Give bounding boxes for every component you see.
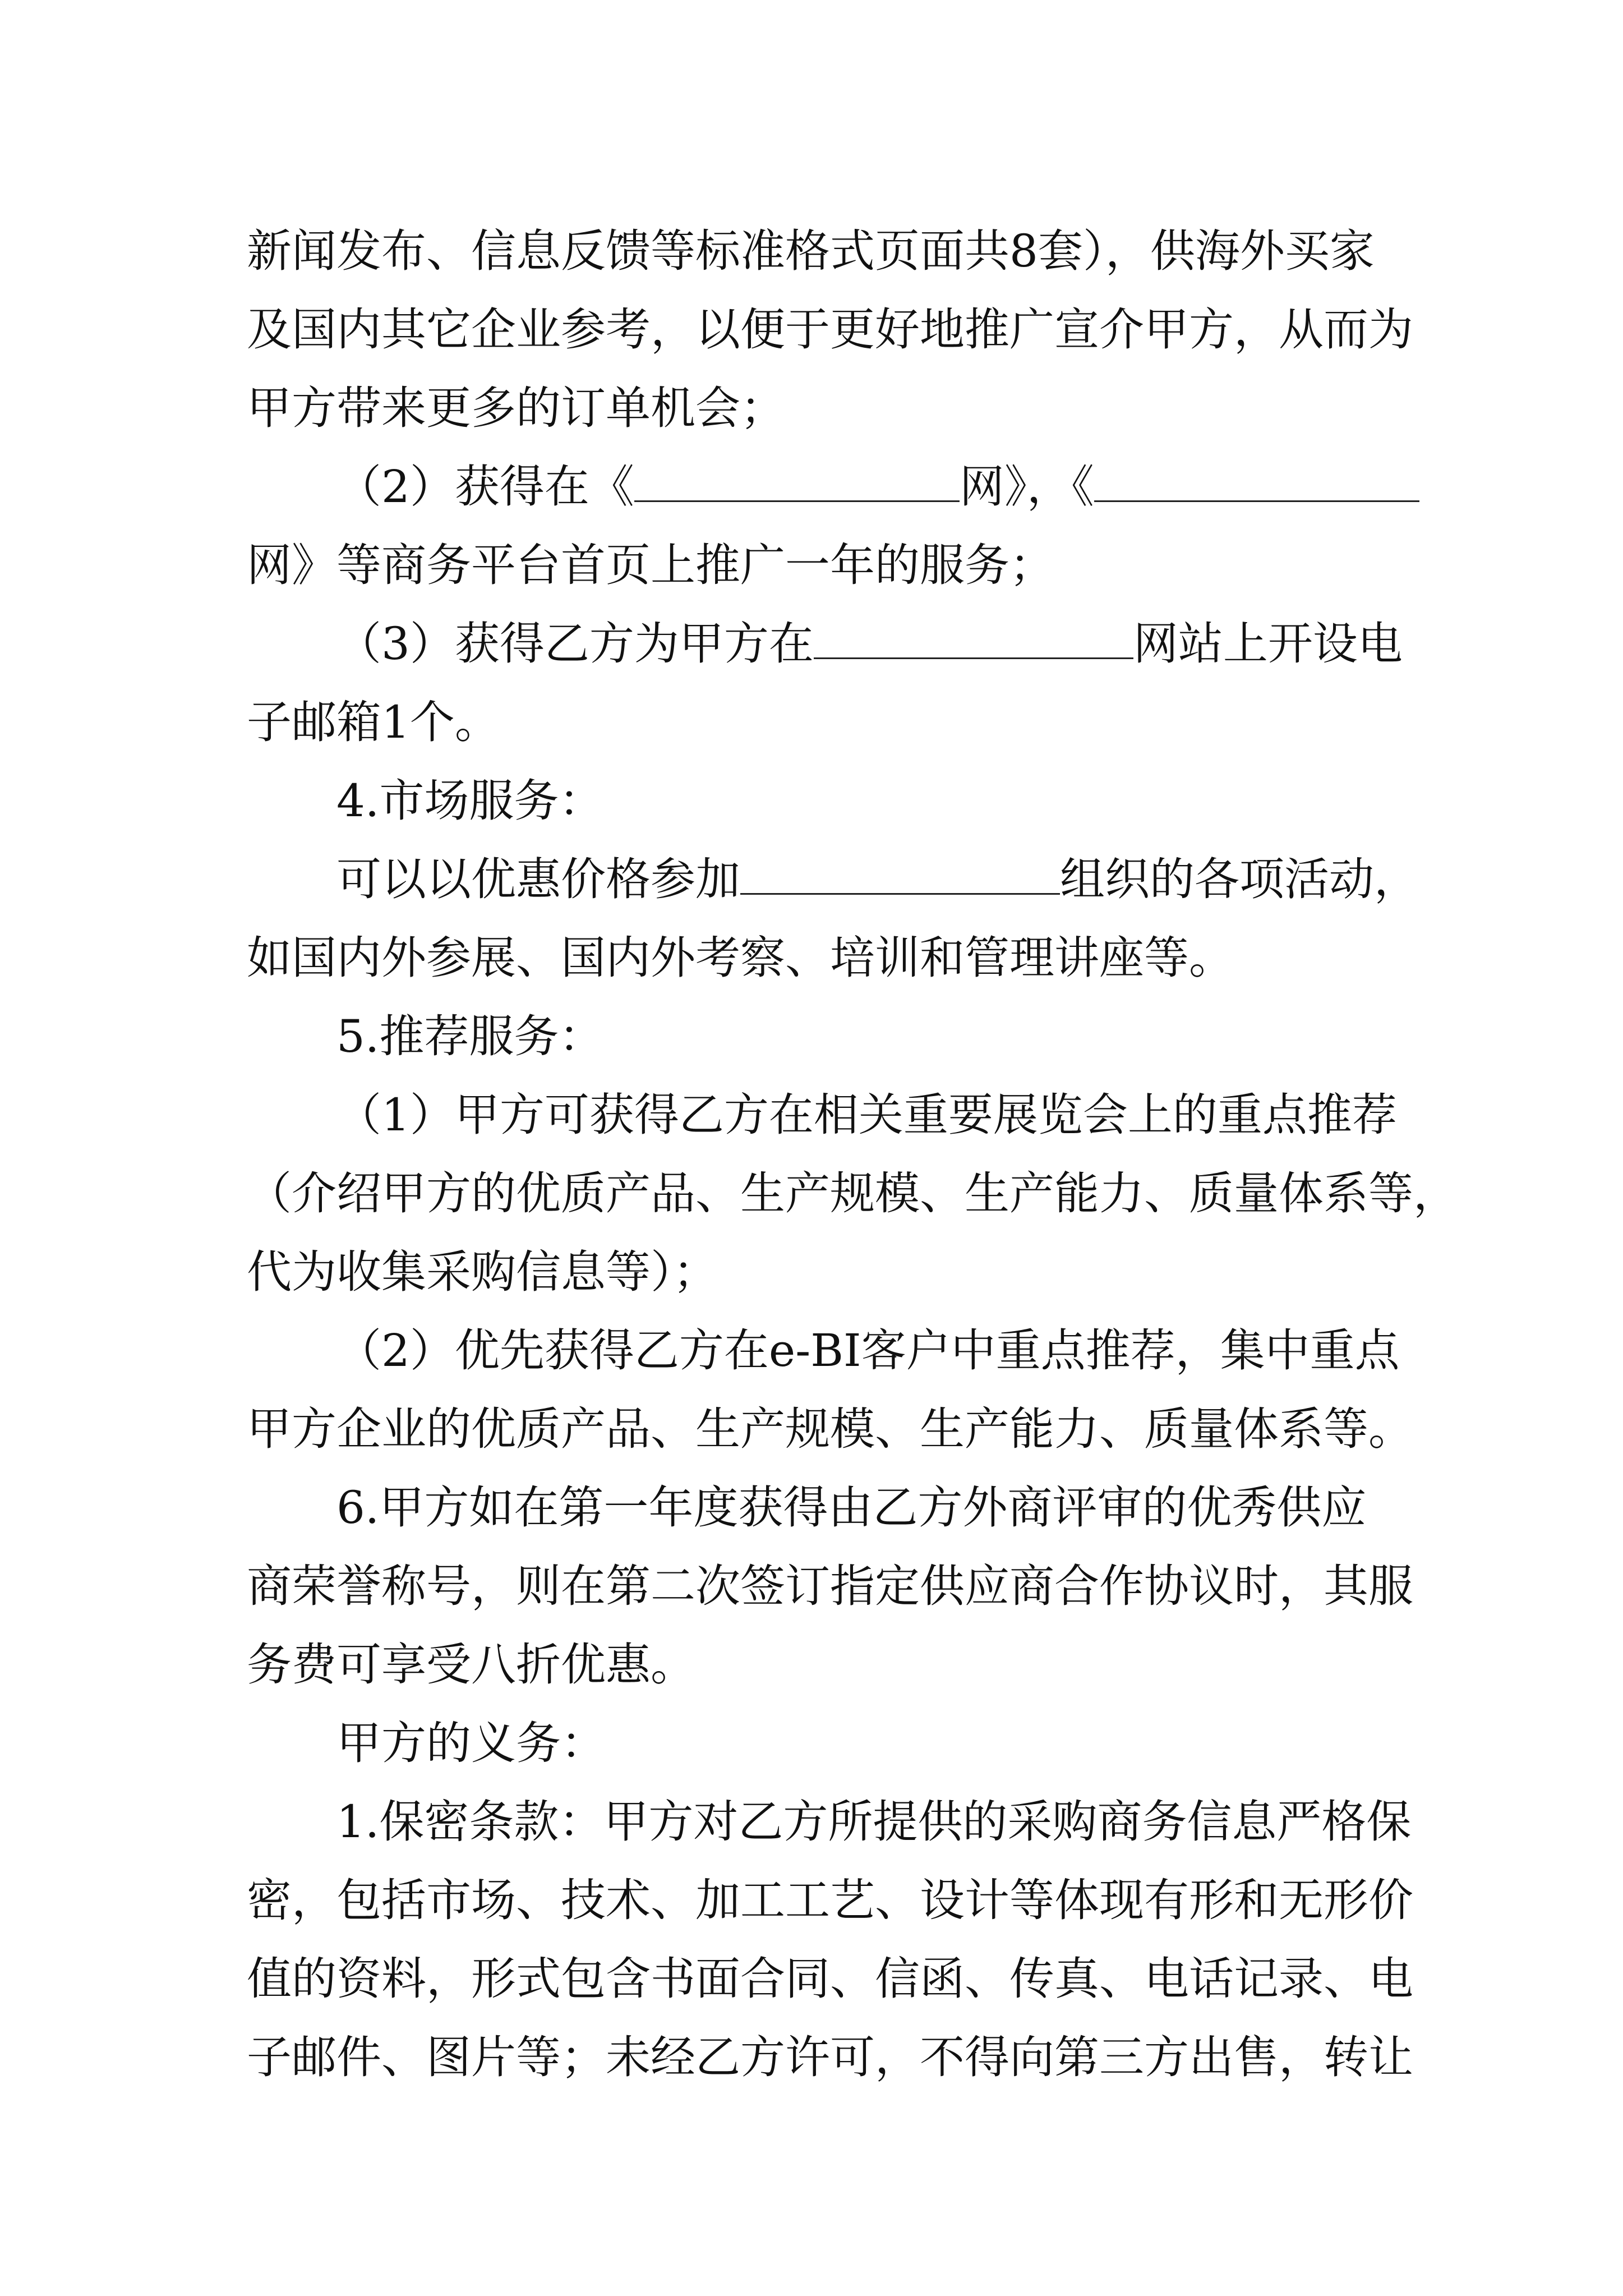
paragraph-line: 如国内外参展、国内外考察、培训和管理讲座等。 [247, 932, 1234, 984]
fill-in-blank [814, 611, 1133, 659]
line-text: （3）获得乙方为甲方在 [336, 618, 814, 670]
paragraph-line-with-blank [247, 840, 1419, 919]
paragraph-line-with-blank [247, 605, 1413, 683]
line-text: （2）获得在《 [336, 461, 634, 513]
line-text: 组织的各项活动， [1060, 853, 1419, 905]
paragraph-line: 代为收集采购信息等）； [247, 1246, 718, 1298]
paragraph-line: 务费可享受八折优惠。 [247, 1639, 695, 1691]
paragraph-line: 值的资料，形式包含书面合同、信函、传真、电话记录、电 [247, 1953, 1413, 2005]
paragraph-line: 1.保密条款：甲方对乙方所提供的采购商务信息严格保 [336, 1796, 1412, 1848]
section-heading: 4.市场服务： [336, 775, 604, 827]
paragraph-line: 子邮件、图片等；未经乙方许可，不得向第三方出售，转让 [247, 2031, 1413, 2083]
paragraph-line: 子邮箱1个。 [247, 696, 500, 748]
paragraph-line: 密，包括市场、技术、加工工艺、设计等体现有形和无形价 [247, 1874, 1413, 1926]
paragraph-line: 6.甲方如在第一年度获得由乙方外商评审的优秀供应 [336, 1481, 1367, 1534]
line-text: 可以以优惠价格参加 [336, 853, 740, 905]
fill-in-blank [740, 847, 1060, 895]
paragraph-line: 商荣誉称号，则在第二次签订指定供应商合作协议时，其服 [247, 1560, 1413, 1612]
paragraph-line: 甲方带来更多的订单机会； [247, 382, 785, 434]
paragraph-line-with-blanks [247, 448, 1413, 526]
paragraph-line: 新闻发布、信息反馈等标准格式页面共8套），供海外买家 [247, 225, 1375, 277]
paragraph-line: 网》等商务平台首页上推广一年的服务； [247, 539, 1054, 591]
paragraph-line: （2）优先获得乙方在e-BI客户中重点推荐，集中重点 [336, 1324, 1400, 1377]
line-text: 网站上开设电 [1133, 618, 1403, 670]
paragraph-line: 及国内其它企业参考，以便于更好地推广宣介甲方，从而为 [247, 303, 1413, 356]
section-heading: 5.推荐服务： [336, 1010, 604, 1062]
paragraph-line: 甲方企业的优质产品、生产规模、生产能力、质量体系等。 [247, 1403, 1413, 1455]
fill-in-blank [634, 454, 960, 502]
line-text: 网》，《 [959, 461, 1094, 513]
paragraph-line: （1）甲方可获得乙方在相关重要展览会上的重点推荐 [336, 1089, 1397, 1141]
section-heading: 甲方的义务： [336, 1717, 606, 1769]
fill-in-blank [1094, 454, 1419, 502]
document-body [247, 212, 1458, 2097]
paragraph-line: （介绍甲方的优质产品、生产规模、生产能力、质量体系等， [247, 1167, 1458, 1220]
